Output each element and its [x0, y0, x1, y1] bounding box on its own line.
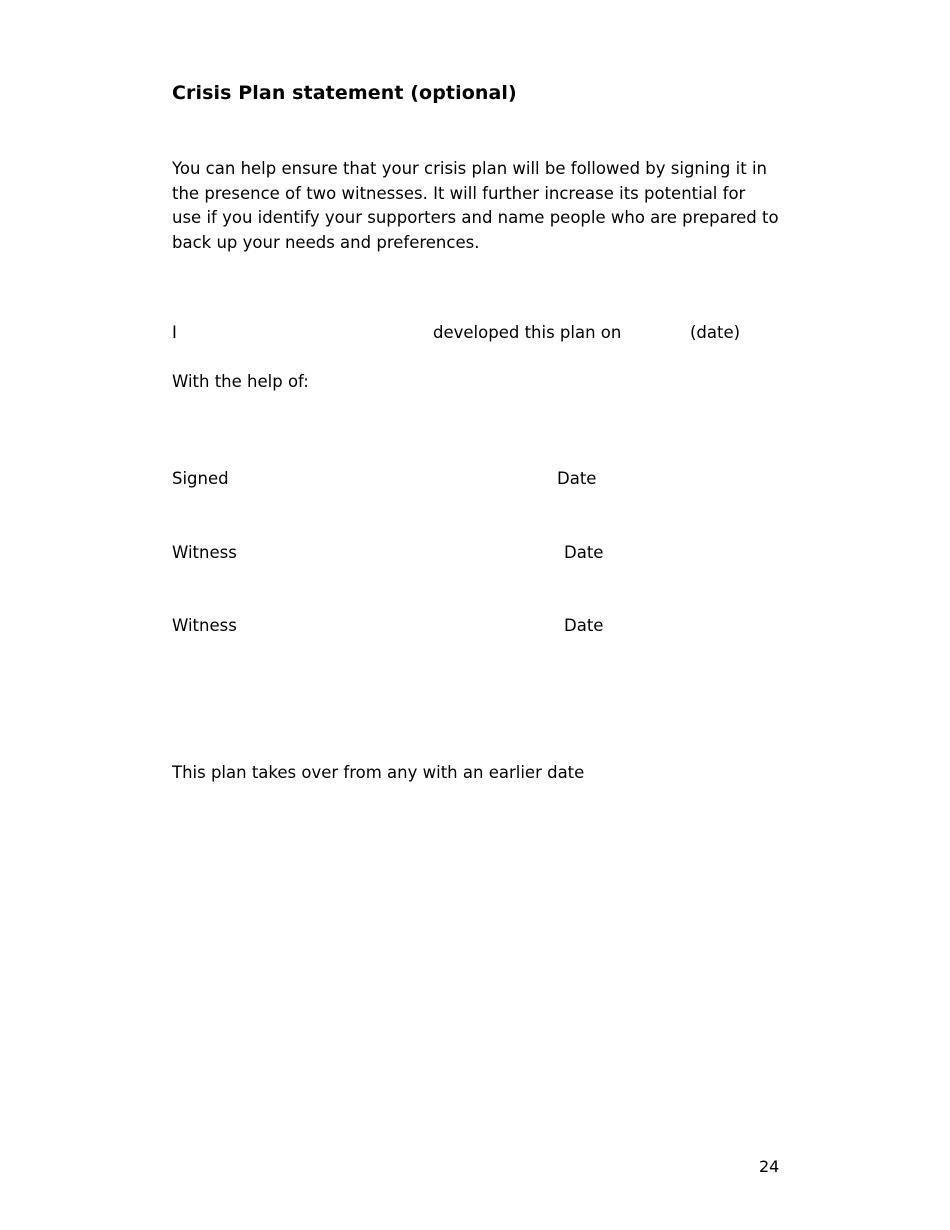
help-label: With the help of:	[172, 372, 309, 391]
signed-label: Signed	[172, 469, 229, 488]
intro-paragraph	[172, 157, 779, 255]
declaration-date-label: (date)	[690, 323, 741, 342]
declaration-developed-text: developed this plan on	[433, 323, 622, 342]
intro-line: the presence of two witnesses. It will further increase its potential for	[172, 183, 746, 203]
witness-label: Witness	[172, 543, 237, 562]
witness-date-label: Date	[564, 616, 604, 635]
intro-line: use if you identify your supporters and name people who are prepared to	[172, 208, 779, 227]
signed-date-label: Date	[557, 469, 597, 488]
witness-date-label: Date	[564, 543, 604, 562]
page-title: Crisis Plan statement (optional)	[172, 82, 517, 104]
intro-line: back up your needs and preferences.	[172, 232, 480, 252]
intro-line: You can help ensure that your crisis plan will be followed by signing it in	[172, 159, 767, 178]
page-number: 24	[759, 1157, 780, 1176]
witness-label: Witness	[172, 616, 237, 635]
declaration-prefix: I	[172, 323, 177, 342]
footer-note: This plan takes over from any with an earlier date	[172, 763, 585, 782]
